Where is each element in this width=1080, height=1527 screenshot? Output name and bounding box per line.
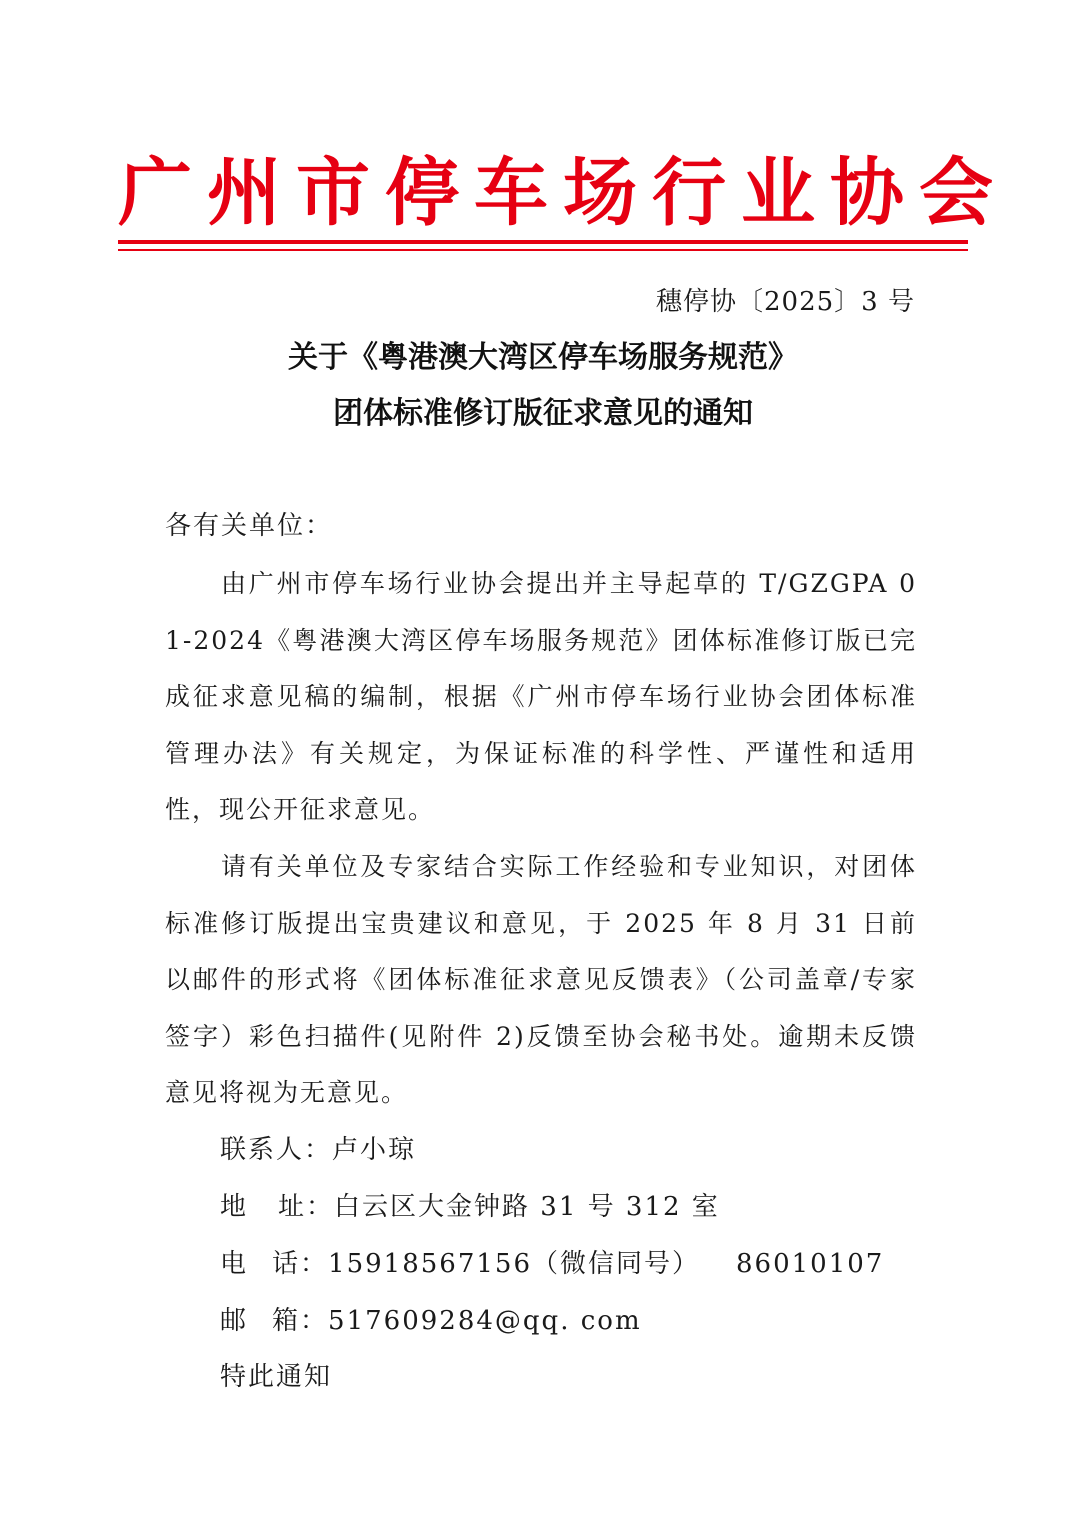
document-title-line-2: 团体标准修订版征求意见的通知 (333, 396, 753, 431)
body-paragraph-2: 请有关单位及专家结合实际工作经验和专业知识，对团体标准修订版提出宝贵建议和意见，于 2025 年 8 月 31 日前以邮件的形式将《团体标准征求意见反馈表》（公司盖章/专家签字）彩色扫描件(见附件 2)反馈至协会秘书处。逾期未反馈意见将视为无意见。 (165, 852, 917, 1108)
contact-phone-label-a: 电 (220, 1249, 249, 1279)
contact-phone-mobile: 15918567156（微信同号） (328, 1249, 700, 1279)
letterhead-rule-thick (118, 240, 968, 244)
contact-person-value: 卢小琼 (332, 1135, 417, 1165)
contact-email (220, 1301, 642, 1341)
contact-email-label-a: 邮 (220, 1306, 249, 1336)
contact-phone-label-b: 话： (272, 1249, 329, 1279)
closing-remark: 特此通知 (220, 1362, 333, 1392)
contact-address (220, 1187, 720, 1227)
contact-email-label-b: 箱： (272, 1306, 329, 1336)
letterhead-rule-thin (118, 249, 968, 251)
salutation: 各有关单位： (165, 511, 334, 541)
document-number: 穗停协〔2025〕3 号 (656, 287, 915, 317)
contact-address-label-b: 址： (278, 1192, 335, 1222)
contact-address-value: 白云区大金钟路 31 号 312 室 (334, 1192, 720, 1222)
document-title-line-1: 关于《粤港澳大湾区停车场服务规范》 (288, 340, 798, 375)
letterhead-organization-name: 广州市停车场行业协会 (118, 150, 1008, 236)
body-paragraph-1: 由广州市停车场行业协会提出并主导起草的 T/GZGPA 01-2024《粤港澳大湾区停车场服务规范》团体标准修订版已完成征求意见稿的编制，根据《广州市停车场行业协会团体标准管理办法》有关规定，为保证标准的科学性、严谨性和适用性，现公开征求意见。 (165, 569, 917, 825)
contact-email-value[interactable]: 517609284@qq. com (328, 1306, 642, 1336)
contact-person-label: 联系人： (220, 1135, 333, 1165)
contact-address-label-a: 地 (220, 1192, 249, 1222)
contact-phone-landline: 86010107 (736, 1249, 885, 1279)
contact-phone (220, 1244, 884, 1284)
contact-person (220, 1130, 416, 1170)
